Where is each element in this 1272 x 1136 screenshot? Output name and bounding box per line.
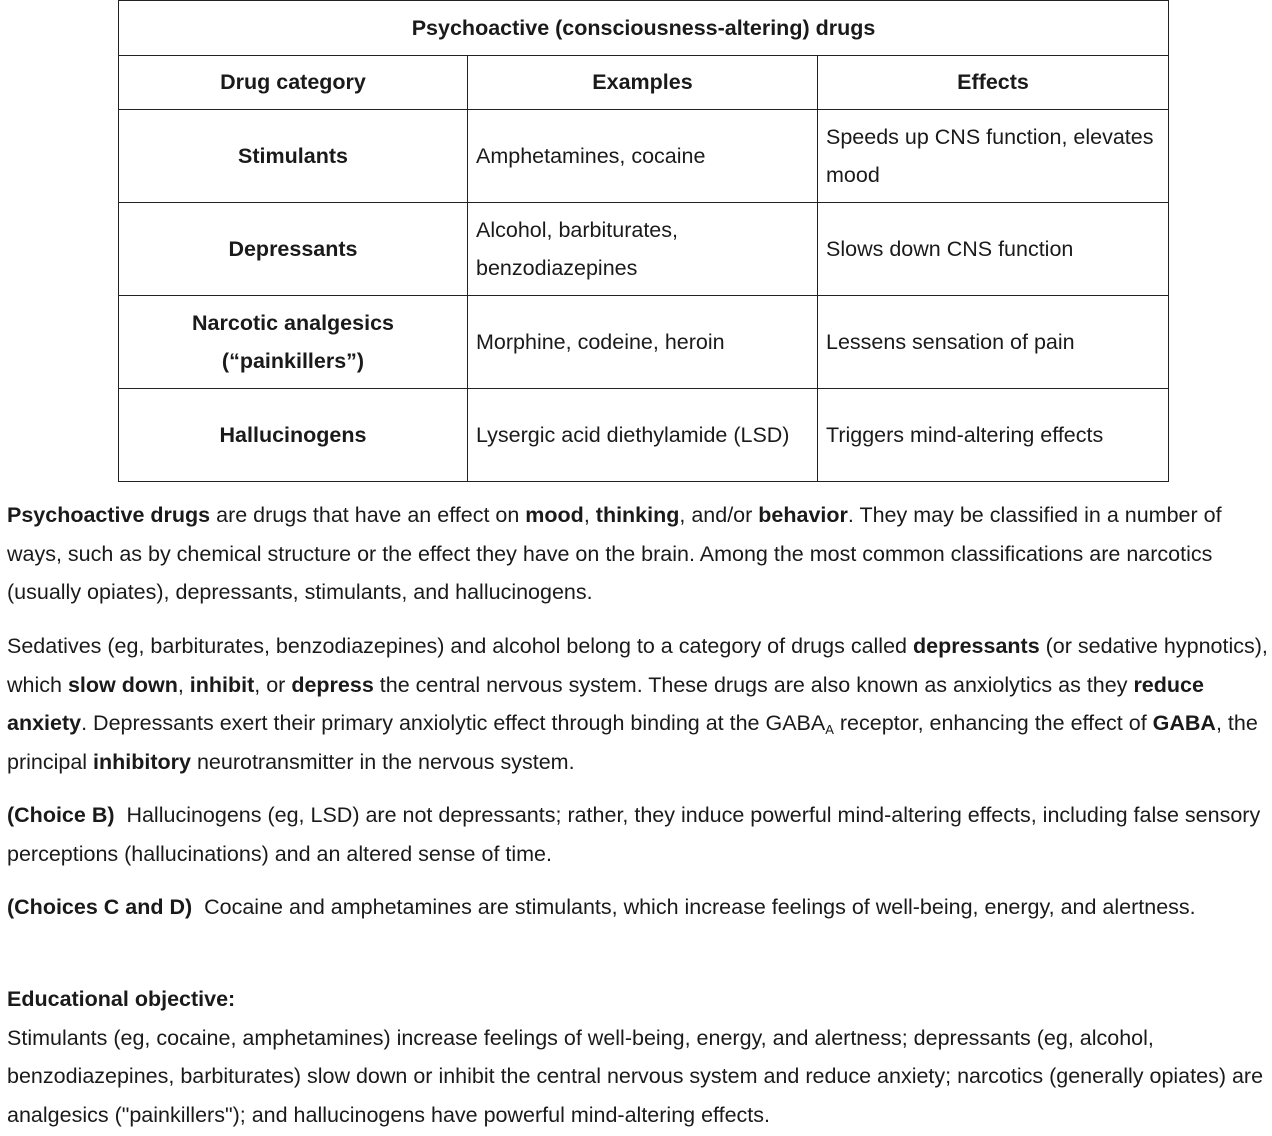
term-inhibitory: inhibitory bbox=[93, 749, 191, 774]
category-label-line2: (“painkillers”) bbox=[221, 349, 365, 373]
choice-b-text: Hallucinogens (eg, LSD) are not depressants; rather, they induce powerful mind-altering effects, including false sensory perceptions (hallucinations) and an altered sense of time. bbox=[7, 803, 1267, 866]
term-gaba: GABA bbox=[1152, 711, 1216, 735]
header-effects: Effects bbox=[818, 56, 1169, 110]
paragraph-psychoactive-definition bbox=[7, 496, 1269, 612]
table-row bbox=[119, 389, 1169, 482]
examples-cell: Morphine, codeine, heroin bbox=[468, 296, 818, 389]
text-span: the central nervous system. These drugs are also known as anxiolytics as they bbox=[373, 672, 1134, 697]
text-span: , bbox=[177, 672, 190, 697]
paragraph-choices-c-d bbox=[7, 888, 1269, 927]
category-cell bbox=[119, 389, 468, 482]
examples-cell: Alcohol, barbiturates, benzodiazepines bbox=[468, 203, 818, 296]
term-psychoactive-drugs: Psychoactive drugs bbox=[7, 503, 211, 527]
term-reduce-anxiety: reduce anxiety bbox=[7, 672, 1204, 735]
objective-heading: Educational objective: bbox=[7, 987, 236, 1011]
category-label: Narcotic analgesics bbox=[192, 310, 394, 335]
category-label: Depressants bbox=[228, 236, 358, 261]
effects-cell: Triggers mind-altering effects bbox=[818, 389, 1169, 482]
text-span: neurotransmitter in the nervous system. bbox=[190, 749, 575, 774]
effects-cell: Speeds up CNS function, elevates mood bbox=[818, 110, 1169, 203]
table-row bbox=[119, 203, 1169, 296]
text-span: , and/or bbox=[679, 503, 759, 527]
gaba-subscript: A bbox=[825, 722, 834, 737]
term-slow-down: slow down bbox=[67, 672, 178, 697]
educational-objective bbox=[7, 980, 1269, 1134]
examples-cell: Amphetamines, cocaine bbox=[468, 110, 818, 203]
term-mood: mood bbox=[525, 503, 584, 527]
table-row bbox=[119, 296, 1169, 389]
effects-cell: Lessens sensation of pain bbox=[818, 296, 1169, 389]
category-label: Hallucinogens bbox=[219, 422, 367, 447]
term-behavior: behavior bbox=[758, 503, 848, 527]
term-depressants: depressants bbox=[912, 634, 1040, 658]
effects-cell: Slows down CNS function bbox=[818, 203, 1169, 296]
paragraph-choice-b bbox=[7, 796, 1269, 873]
header-examples: Examples bbox=[468, 56, 818, 110]
choices-c-d-label: (Choices C and D) bbox=[7, 895, 193, 919]
text-span: Sedatives (eg, barbiturates, benzodiazepines) and alcohol belong to a category of drugs called bbox=[7, 634, 913, 658]
text-span: . They may be classified in a number of ways, such as by chemical structure or the effect they have on the brain. Among the most common classifications are narcotics (usually opiates), depressants, stimulants, and hallucinogens. bbox=[7, 503, 1222, 604]
paragraph-depressants bbox=[7, 627, 1269, 781]
category-cell bbox=[119, 296, 468, 389]
choice-b-label: (Choice B) bbox=[7, 803, 115, 827]
table-row bbox=[119, 110, 1169, 203]
text-span: (or sedative hypnotics), which bbox=[7, 634, 1268, 697]
header-drug-category: Drug category bbox=[119, 56, 468, 110]
drug-table bbox=[118, 0, 1169, 482]
table-header-row bbox=[119, 56, 1169, 110]
objective-text: Stimulants (eg, cocaine, amphetamines) increase feelings of well-being, energy, and alertness; depressants (eg, alcohol, benzodiazepines, barbiturates) slow down or inhibit the central nervous system and reduce anxiety; narcotics (generally opiates) are analgesics ("painkillers"); and hallucinogens have powerful mind-altering effects. bbox=[7, 1025, 1264, 1127]
text-span: , or bbox=[254, 672, 292, 697]
text-span: . Depressants exert their primary anxiolytic effect through binding at the GABA bbox=[81, 711, 826, 735]
text-span: are drugs that have an effect on bbox=[210, 503, 526, 527]
choices-c-d-text: Cocaine and amphetamines are stimulants, which increase feelings of well-being, energy, and alertness. bbox=[192, 895, 1196, 919]
text-span: , bbox=[583, 503, 596, 527]
table-title: Psychoactive (consciousness-altering) drugs bbox=[119, 1, 1169, 56]
text-span: , the principal bbox=[7, 711, 1258, 774]
category-cell bbox=[119, 203, 468, 296]
term-thinking: thinking bbox=[595, 503, 680, 527]
examples-cell: Lysergic acid diethylamide (LSD) bbox=[468, 389, 818, 482]
text-span: receptor, enhancing the effect of bbox=[833, 711, 1153, 735]
category-cell bbox=[119, 110, 468, 203]
term-depress: depress bbox=[291, 672, 374, 697]
term-inhibit: inhibit bbox=[189, 672, 255, 697]
category-label: Stimulants bbox=[238, 143, 348, 168]
